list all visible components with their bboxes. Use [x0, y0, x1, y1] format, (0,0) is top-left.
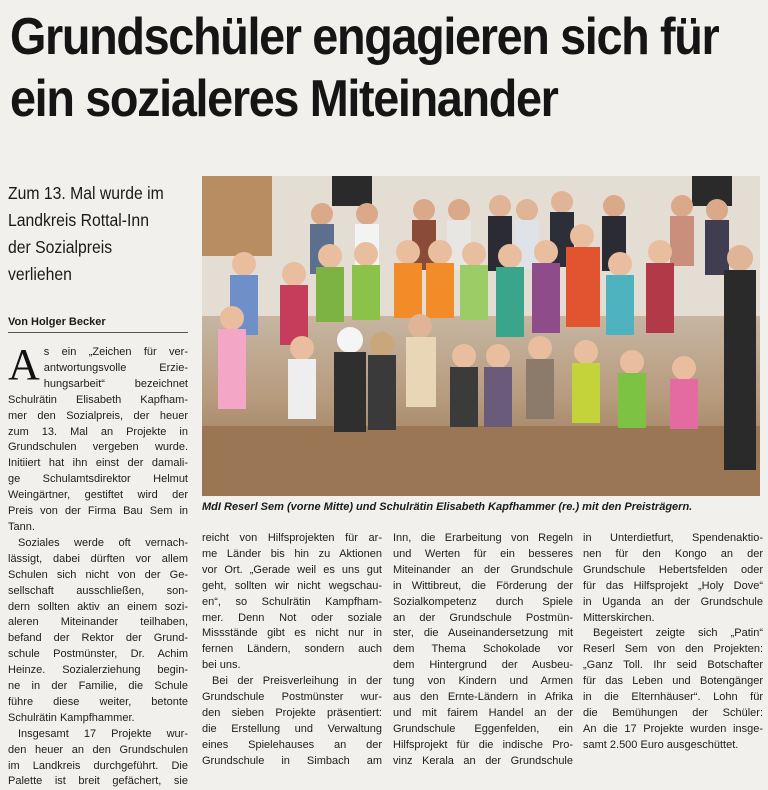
text-line: reicht von Hilfsprojekten für ar-	[202, 532, 382, 544]
text-line: Reserl Sem von den Projekten:	[583, 643, 763, 656]
text-line: Soziales werde oft vernach-	[18, 536, 188, 549]
text-line: Heinze. Sozialerziehung begin-	[8, 664, 188, 677]
text-line: Miteinander an der Grundschule	[393, 563, 573, 576]
text-line: Grundschule Hebertsfelden oder	[583, 563, 763, 576]
text-line: fernen Ländern, sondern auch	[202, 643, 382, 656]
text-line: die Erstellung und Verwaltung	[202, 722, 382, 735]
subhead-line: verliehen	[8, 264, 72, 284]
text-line: Schulrätin Elisabeth Kapfham-	[8, 393, 188, 406]
text-line: aleren Miteinander teilhaben,	[8, 616, 188, 629]
text-line: zum 13. Mal an Projekte in	[8, 425, 188, 438]
text-line: dem Thema Schokolade vor	[393, 643, 573, 656]
text-line: mer. Denn Not oder soziale	[202, 611, 382, 624]
text-line: aus den Ernte-Ländern in Afrika	[393, 691, 573, 704]
text-line: dern sollten aktiv an einem sozi-	[8, 600, 188, 613]
text-line: ster, die Auseinandersetzung mit	[393, 627, 573, 640]
text-line: Grundschule in Simbach am	[202, 754, 382, 767]
text-line: führe diese weiter, betonte	[8, 695, 188, 708]
text-line: im Landkreis durchgeführt. Die	[8, 759, 188, 772]
text-line: und Werten für ein besseres	[393, 547, 573, 560]
headline-line-2: ein sozialeres Miteinander	[10, 70, 558, 128]
article-column-4	[583, 531, 763, 754]
text-line: mer den Sozialpreis, der heuer	[8, 409, 188, 422]
text-line: geht, sollten wir nicht wegschau-	[202, 579, 382, 592]
headline	[10, 6, 719, 130]
text-line: tung von Kindern und Armen	[393, 675, 573, 688]
text-line: die Bemühungen der Schüler:	[583, 706, 763, 719]
text-line: nen für den Kongo an der	[583, 547, 763, 560]
photo-caption: MdI Reserl Sem (vorne Mitte) und Schulrätin Elisabeth Kapfhammer (re.) mit den Preisträgern.	[202, 501, 693, 513]
text-line: Bei der Preisverleihung in der	[212, 675, 382, 688]
text-line: s ein „Zeichen für ver-	[43, 346, 188, 358]
text-line: Grundschule Eggenfelden, ein	[393, 722, 573, 735]
byline: Von Holger Becker	[8, 316, 188, 333]
text-line: bei uns.	[202, 659, 241, 672]
drop-cap: A	[8, 340, 40, 389]
text-line: an der Grundschule Postmün-	[393, 611, 573, 624]
text-line: Schulrätin Kampfhammer.	[8, 711, 135, 724]
text-line: vor Ort. „Gerade weil es uns gut	[202, 563, 382, 576]
text-line: Grundschule Postmünster wur-	[202, 691, 382, 704]
headline-line-1: Grundschüler engagieren sich für	[10, 8, 719, 66]
article-column-3	[393, 531, 573, 770]
subhead-line: Landkreis Rottal-Inn	[8, 210, 149, 230]
text-line: An die 17 Projekte wurden insge-	[583, 722, 763, 735]
text-line: Insgesamt 17 Projekte wur-	[18, 727, 188, 740]
text-line: Schulen sich nicht von der Ge-	[8, 568, 188, 581]
text-line: Begeistert zeigte sich „Patin“	[593, 627, 763, 640]
text-line: antwortungsvolle Erzie-	[43, 361, 188, 374]
text-line: Tann.	[8, 520, 35, 533]
text-line: und mit fairem Handel an der	[393, 706, 573, 719]
text-line: me Länder bis hin zu Aktionen	[202, 547, 382, 560]
text-line: hungsarbeit“ bezeichnet	[43, 377, 188, 390]
subhead-line: der Sozialpreis	[8, 237, 113, 257]
text-line: Mitterskirchen.	[583, 611, 655, 624]
text-line: ne in der Familie, die Schule	[8, 680, 188, 693]
text-line: Hilfsprojekt für die indische Pro-	[393, 738, 573, 751]
text-line: Missstände gibt es nicht nur in	[202, 627, 382, 640]
text-line: in Uganda an der Grundschule	[583, 595, 763, 608]
text-line: vinz Kerala an der Grundschule	[393, 754, 573, 767]
text-line: lässigt, dabei dürften vor allem	[8, 552, 188, 565]
text-line: den sieben Projekte präsentiert:	[202, 706, 382, 719]
text-line: eines Spielehauses an der	[202, 738, 382, 751]
text-line: dem Hintergrund der Ausbeu-	[393, 659, 573, 672]
text-line: en“, so Schulrätin Kampfham-	[202, 595, 382, 608]
subheadline	[8, 180, 168, 288]
text-line: in Wittibreut, die Förderung der	[393, 579, 573, 592]
article-column-2	[202, 531, 382, 770]
subhead-line: Zum 13. Mal wurde im	[8, 183, 164, 203]
text-line: Inn, die Erarbeitung von Regeln	[393, 532, 573, 544]
text-line: Initiiert hat ihn einst der damali-	[8, 457, 188, 470]
group-photo-illustration	[202, 176, 760, 496]
text-line: samt 2.500 Euro ausgeschüttet.	[583, 738, 739, 751]
text-line: für das Hilfsprojekt „Holy Dove“	[583, 579, 763, 592]
text-line: sellschaft ausschließen, son-	[8, 584, 188, 597]
text-line: Preis von der Firma Bau Sem in	[8, 505, 188, 518]
text-line: in die Elternhäuser“. Lohn für	[583, 691, 763, 704]
text-line: den heuer an den Grundschulen	[8, 743, 188, 756]
text-line: Palette ist breit gefächert, sie	[8, 775, 188, 788]
article-column-1	[8, 340, 188, 790]
text-line: befand der Rektor der Grund-	[8, 632, 188, 645]
text-line: in Unterdietfurt, Spendenaktio-	[583, 532, 763, 544]
text-line: Weingärtner, gestiftet wird der	[8, 489, 188, 502]
text-line: schule Postmünster, Dr. Achim	[8, 648, 188, 661]
text-line: ge Schulamtsdirektor Helmut	[8, 473, 188, 486]
text-line: Grundschulen vergeben wurde.	[8, 441, 188, 454]
text-line: für das Leben und Botengänger	[583, 675, 763, 688]
group-photo	[202, 176, 760, 496]
text-line: „Ganz Toll. Ihr seid Botschafter	[583, 659, 763, 672]
text-line: Sozialkompetenz durch Spiele	[393, 595, 573, 608]
